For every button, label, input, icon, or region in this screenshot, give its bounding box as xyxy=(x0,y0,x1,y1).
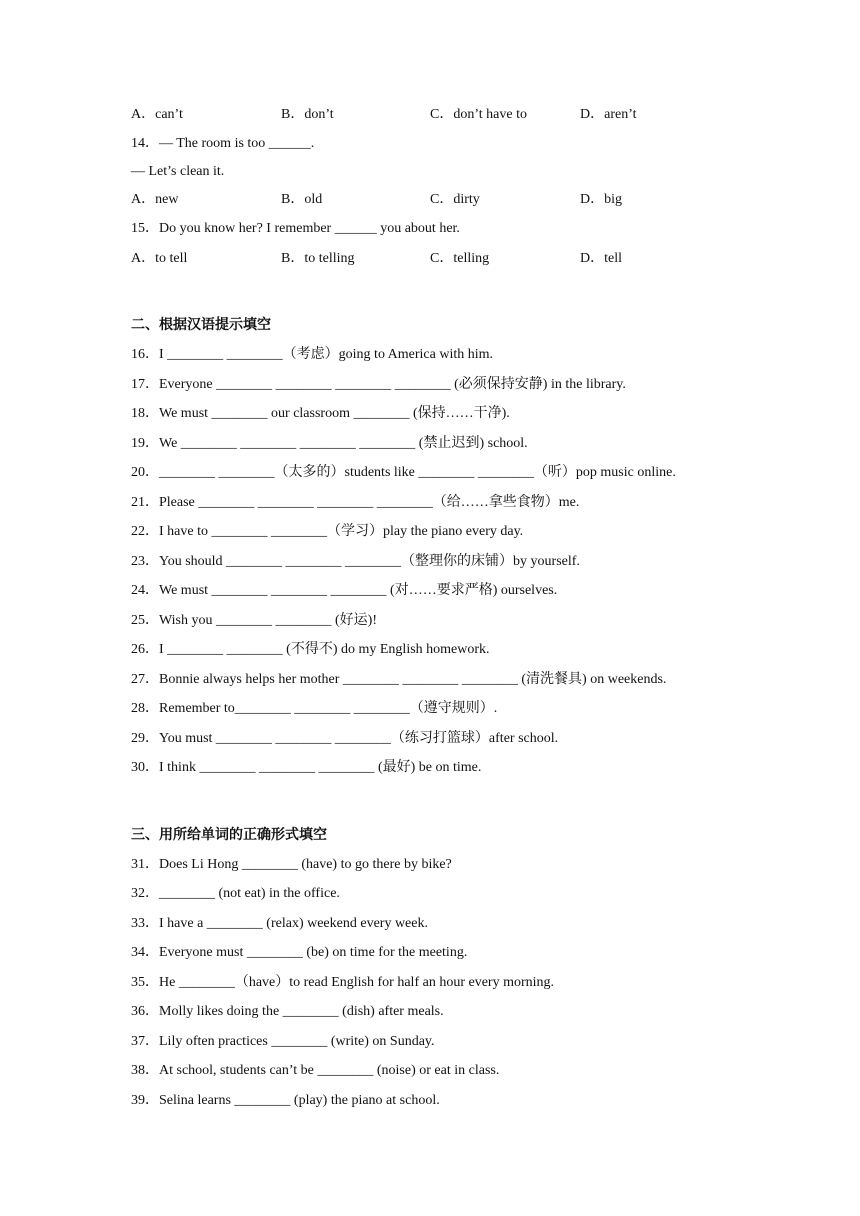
question-34: 34．Everyone must ________ (be) on time for the meeting. xyxy=(131,945,468,960)
question-33: 33．I have a ________ (relax) weekend every week. xyxy=(131,916,428,931)
section-2-heading: 二、根据汉语提示填空 xyxy=(131,317,271,333)
question-32: 32．________ (not eat) in the office. xyxy=(131,886,340,901)
option-b: B．to telling xyxy=(281,251,355,266)
question-22: 22．I have to ________ ________（学习）play the piano every day. xyxy=(131,524,524,539)
question-17: 17．Everyone ________ ________ ________ ________ (必须保持安静) in the library. xyxy=(131,377,626,392)
question-16: 16．I ________ ________（考虑）going to America with him. xyxy=(131,347,494,362)
question-18: 18．We must ________ our classroom ________ (保持……干净). xyxy=(131,406,510,421)
question-26: 26．I ________ ________ (不得不) do my English homework. xyxy=(131,642,490,657)
question-25: 25．Wish you ________ ________ (好运)! xyxy=(131,613,377,628)
option-c: C．don’t have to xyxy=(430,107,527,122)
option-b: B．old xyxy=(281,192,323,207)
question-39: 39．Selina learns ________ (play) the piano at school. xyxy=(131,1093,440,1108)
question-37: 37．Lily often practices ________ (write) on Sunday. xyxy=(131,1034,435,1049)
question-27: 27．Bonnie always helps her mother ________ ________ ________ (清洗餐具) on weekends. xyxy=(131,672,667,687)
q15-line: 15．Do you know her? I remember ______ you about her. xyxy=(131,221,460,236)
question-36: 36．Molly likes doing the ________ (dish) after meals. xyxy=(131,1004,444,1019)
question-19: 19．We ________ ________ ________ ________ (禁止迟到) school. xyxy=(131,436,528,451)
question-21: 21．Please ________ ________ ________ ________（给……拿些食物）me. xyxy=(131,495,580,510)
question-29: 29．You must ________ ________ ________（练习打篮球）after school. xyxy=(131,731,559,746)
option-b: B．don’t xyxy=(281,107,334,122)
question-20: 20．________ ________（太多的）students like ________ ________（听）pop music online. xyxy=(131,465,676,480)
option-d: D．big xyxy=(580,192,622,207)
option-a: A．new xyxy=(131,192,179,207)
question-23: 23．You should ________ ________ ________（整理你的床铺）by yourself. xyxy=(131,554,580,569)
question-28: 28．Remember to________ ________ ________（遵守规则）. xyxy=(131,701,498,716)
q14-line-2: — Let’s clean it. xyxy=(131,164,225,179)
question-31: 31．Does Li Hong ________ (have) to go there by bike? xyxy=(131,857,452,872)
option-a: A．can’t xyxy=(131,107,183,122)
question-35: 35．He ________（have）to read English for half an hour every morning. xyxy=(131,975,555,990)
option-a: A．to tell xyxy=(131,251,188,266)
section-3-heading: 三、用所给单词的正确形式填空 xyxy=(131,827,327,843)
question-38: 38．At school, students can’t be ________ (noise) or eat in class. xyxy=(131,1063,500,1078)
option-d: D．tell xyxy=(580,251,622,266)
question-30: 30．I think ________ ________ ________ (最好) be on time. xyxy=(131,760,482,775)
option-c: C．telling xyxy=(430,251,490,266)
option-d: D．aren’t xyxy=(580,107,637,122)
question-24: 24．We must ________ ________ ________ (对……要求严格) ourselves. xyxy=(131,583,558,598)
q14-line-1: 14．— The room is too ______. xyxy=(131,136,315,151)
option-c: C．dirty xyxy=(430,192,480,207)
